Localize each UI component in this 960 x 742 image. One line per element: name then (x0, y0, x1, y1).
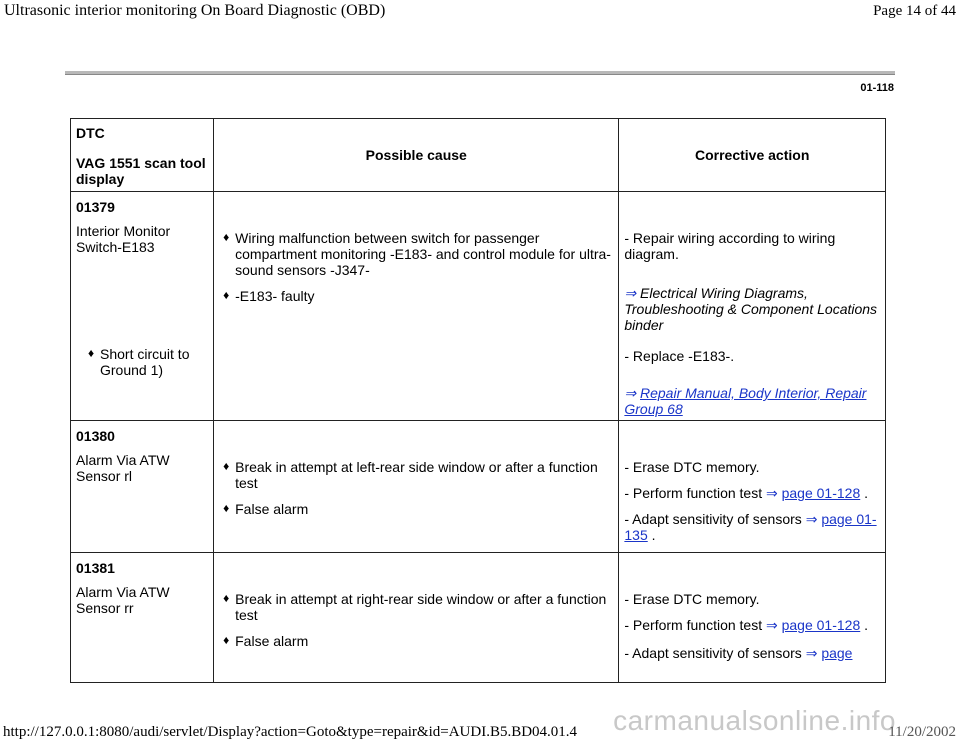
page-indicator: Page 14 of 44 (873, 3, 956, 19)
arrow-icon: ⇒ (624, 385, 637, 401)
cause-text: Break in attempt at left-rear side window or after a function test (235, 459, 598, 491)
function-test-action (624, 617, 886, 634)
cause-text: Break in attempt at right-rear side window or after a function test (235, 591, 607, 623)
function-test-action (624, 485, 886, 502)
table-header-row (71, 119, 886, 192)
cause-item (223, 288, 618, 304)
dtc-code: 01380 (76, 428, 115, 444)
extra-cause-item (88, 346, 203, 378)
action-cell (619, 192, 886, 421)
action-text: - Perform function test (624, 617, 763, 633)
arrow-icon: ⇒ (765, 485, 778, 501)
page-link[interactable]: page 01-128 (781, 485, 861, 501)
arrow-icon: ⇒ (765, 617, 778, 633)
cause-cell (214, 192, 619, 421)
arrow-icon: ⇒ (805, 645, 818, 661)
header-dtc-label: DTC (76, 125, 105, 141)
cause-item (223, 459, 618, 491)
page-link[interactable]: page 01-135 (624, 511, 877, 543)
bullet-icon: ♦ (88, 346, 95, 360)
cause-item (223, 501, 618, 517)
bullet-icon: ♦ (223, 288, 230, 302)
cause-text: False alarm (235, 501, 309, 517)
action-text: - Repair wiring according to wiring diagram. (624, 230, 836, 262)
page-link[interactable]: page (821, 645, 853, 661)
watermark-logo: carmanualsonline.info (613, 705, 896, 736)
sensitivity-action (624, 511, 879, 543)
bullet-icon: ♦ (223, 591, 230, 605)
header-corrective-action: Corrective action (619, 119, 886, 192)
repair-manual-link[interactable]: Repair Manual, Body Interior, Repair Group 68 (624, 385, 867, 417)
cause-cell (214, 421, 619, 553)
table-row (71, 553, 886, 683)
header-dtc (71, 119, 214, 192)
bullet-icon: ♦ (223, 501, 230, 515)
header-scan-tool-label: VAG 1551 scan tool display (76, 155, 206, 187)
action-text: - Perform function test (624, 485, 763, 501)
table-row (71, 192, 886, 421)
period-text: . (864, 485, 869, 501)
dtc-name: Alarm Via ATW Sensor rr (76, 584, 170, 616)
action-cell (619, 421, 886, 553)
bullet-icon: ♦ (223, 459, 230, 473)
action-text: - Erase DTC memory. (624, 459, 760, 475)
page-link[interactable]: page 01-128 (781, 617, 861, 633)
cause-item (223, 633, 618, 649)
action-text: - Replace -E183-. (624, 348, 735, 364)
bullet-icon: ♦ (223, 633, 230, 647)
cause-text: Wiring malfunction between switch for passenger compartment monitoring -E183- and control module for ultra-sound sensors -J347- (235, 230, 611, 278)
cause-item (223, 591, 618, 623)
dtc-name: Alarm Via ATW Sensor rl (76, 452, 170, 484)
dtc-code: 01379 (76, 199, 115, 215)
cause-text: False alarm (235, 633, 309, 649)
cause-text: -E183- faulty (235, 288, 315, 304)
cause-item (223, 230, 618, 278)
header-rule (65, 71, 895, 75)
dtc-cell (71, 421, 214, 553)
footer-date: 11/20/2002 (888, 724, 956, 740)
bullet-icon: ♦ (223, 230, 230, 244)
header-possible-cause: Possible cause (214, 119, 619, 192)
table-row (71, 421, 886, 553)
dtc-name: Interior Monitor Switch-E183 (76, 223, 171, 255)
dtc-code: 01381 (76, 560, 115, 576)
sensitivity-action (624, 645, 886, 662)
arrow-icon: ⇒ (805, 511, 818, 527)
page-number: 01-118 (860, 82, 894, 94)
dtc-cell (71, 553, 214, 683)
action-text: - Erase DTC memory. (624, 591, 760, 607)
dtc-cell (71, 192, 214, 421)
footer-url[interactable]: http://127.0.0.1:8080/audi/servlet/Display?action=Goto&type=repair&id=AUDI.B5.BD04.01.4 (3, 724, 578, 740)
arrow-icon: ⇒ (624, 285, 637, 301)
dtc-table (70, 118, 886, 683)
action-cell (619, 553, 886, 683)
period-text: . (864, 617, 869, 633)
repair-manual-reference (624, 385, 882, 417)
extra-cause-text: Short circuit to Ground 1) (100, 346, 190, 378)
action-text: - Adapt sensitivity of sensors (624, 511, 802, 527)
cause-cell (214, 553, 619, 683)
wiring-diagram-reference (624, 285, 882, 333)
reference-text: Electrical Wiring Diagrams, Troubleshooting & Component Locations binder (624, 285, 878, 333)
period-text: . (651, 527, 656, 543)
document-title: Ultrasonic interior monitoring On Board Diagnostic (OBD) (4, 2, 386, 19)
action-text: - Adapt sensitivity of sensors (624, 645, 802, 661)
